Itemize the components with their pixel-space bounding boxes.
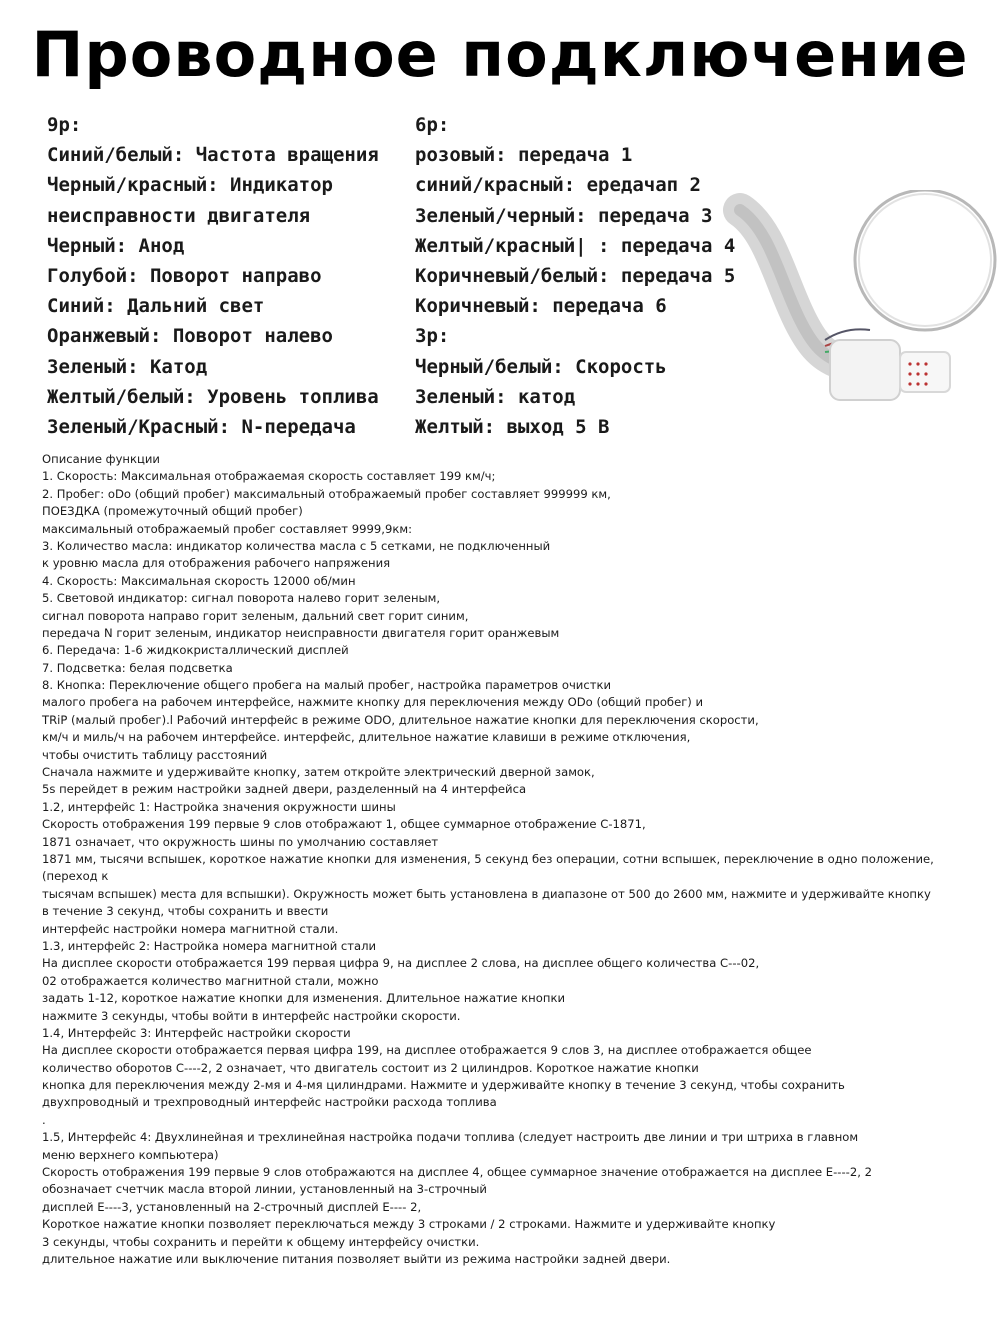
wiring-line: Синий: Дальний свет [47,295,265,318]
description-line: На дисплее скорости отображается 199 первая цифра 9, на дисплее 2 слова, на дисплее общего количества С---02, [42,956,760,971]
wiring-line: Желтый/белый: Уровень топлива [47,385,379,408]
description-line: Скорость отображения 199 первые 9 слов отображают 1, общее суммарное отображение С-1871, [42,817,646,832]
page-title: Проводное подключение [31,18,969,91]
description-line: нажмите 3 секунды, чтобы войти в интерфейс настройки скорости. [42,1008,461,1023]
wiring-line: розовый: передача 1 [415,144,633,167]
description-line: 3. Количество масла: индикатор количества масла с 5 сетками, не подключенный [42,538,551,553]
description-line: в течение 3 секунд, чтобы сохранить и ввести [42,904,329,919]
wiring-line: 3p: [415,325,450,348]
description-line: TRiP (малый пробег).l Рабочий интерфейс в режиме ODO, длительное нажатие кнопки для переключения скорости, [42,712,759,727]
description-line: км/ч и миль/ч на рабочем интерфейсе. интерфейс, длительное нажатие клавиши в режиме отключения, [42,730,691,745]
function-description [42,451,972,1268]
description-line: 2. Пробег: oDo (общий пробег) максимальный отображаемый пробег составляет 999999 км, [42,486,611,501]
wiring-9p-list [47,110,407,442]
wiring-line: синий/красный: ередачап 2 [415,174,701,197]
wiring-line: неисправности двигателя [47,204,311,227]
description-line: Скорость отображения 199 первые 9 слов отображаются на дисплее 4, общее суммарное значение отображается на дисплее E----2, 2 [42,1165,872,1180]
wiring-line: 6p: [415,114,450,136]
wiring-line: Зеленый: катод [415,385,576,408]
description-line: 1.2, интерфейс 1: Настройка значения окружности шины [42,799,396,814]
wiring-line: Желтый: выход 5 В [415,415,610,438]
description-line: . [42,1112,46,1127]
wiring-line: 9p: [47,114,82,136]
wiring-line: Голубой: Поворот направо [47,264,322,287]
description-line: 7. Подсветка: белая подсветка [42,660,233,675]
description-line: 5s перейдет в режим настройки задней двери, разделенный на 4 интерфейса [42,782,527,797]
description-line: интерфейс настройки номера магнитной стали. [42,921,339,936]
wiring-line: Черный: Анод [47,234,185,257]
wiring-line: Зеленый: Катод [47,355,208,378]
description-line: 1. Скорость: Максимальная отображаемая скорость составляет 199 км/ч; [42,469,496,484]
description-line: максимальный отображаемый пробег составляет 9999,9км: [42,521,412,536]
description-line: 1871 мм, тысячи вспышек, короткое нажатие кнопки для изменения, 5 секунд без операции, сотни вспышек, переключение в одно положение, [42,851,934,866]
description-line: 6. Передача: 1-6 жидкокристаллический дисплей [42,643,349,658]
wiring-line: Черный/белый: Скорость [415,355,667,378]
description-line: 1871 означает, что окружность шины по умолчанию составляет [42,834,439,849]
description-line: меню верхнего компьютера) [42,1147,219,1162]
description-line: сигнал поворота направо горит зеленым, дальний свет горит синим, [42,608,469,623]
description-line: 4. Скорость: Максимальная скорость 12000 об/мин [42,573,356,588]
wiring-line: Оранжевый: Поворот налево [47,325,333,348]
wiring-line: Синий/белый: Частота вращения [47,144,379,167]
description-line: длительное нажатие или выключение питания позволяет выйти из режима настройки задней двери. [42,1251,671,1266]
description-line: чтобы очистить таблицу расстояний [42,747,268,762]
description-line: 8. Кнопка: Переключение общего пробега на малый пробег, настройка параметров очистки [42,678,611,693]
wiring-line: Коричневый: передача 6 [415,295,667,318]
description-line: 02 отображается количество магнитной стали, можно [42,973,379,988]
description-line: ПОЕЗДКА (промежуточный общий пробег) [42,504,303,519]
wiring-line: Коричневый/белый: передача 5 [415,264,736,287]
description-line: 5. Световой индикатор: сигнал поворота налево горит зеленым, [42,591,441,606]
description-line: 3 секунды, чтобы сохранить и перейти к общему интерфейсу очистки. [42,1234,480,1249]
description-line: На дисплее скорости отображается первая цифра 199, на дисплее отображается 9 слов 3, на дисплее отображается общее [42,1043,812,1058]
description-line: обозначает счетчик масла второй линии, установленный на 3-строчный [42,1182,487,1197]
description-line: дисплей Е----3, установленный на 2-строчный дисплей Е---- 2, [42,1199,422,1214]
wiring-line: Черный/красный: Индикатор [47,174,333,197]
description-line: Описание функции [42,452,160,466]
description-line: к уровню масла для отображения рабочего напряжения [42,556,391,571]
description-line: двухпроводный и трехпроводный интерфейс настройки расхода топлива [42,1095,497,1110]
description-line: Сначала нажмите и удерживайте кнопку, затем откройте электрический дверной замок, [42,765,595,780]
description-line: Короткое нажатие кнопки позволяет переключаться между 3 строками / 2 строками. Нажмите и удерживайте кнопку [42,1217,776,1232]
description-line: 1.5, Интерфейс 4: Двухлинейная и трехлинейная настройка подачи топлива (следует настроить две линии и три штриха в главном [42,1130,859,1145]
description-line: 1.4, Интерфейс 3: Интерфейс настройки скорости [42,1025,351,1040]
wiring-line: Желтый/красный| : передача 4 [415,234,736,257]
description-line: передача N горит зеленым, индикатор неисправности двигателя горит оранжевым [42,625,560,640]
description-line: кнопка для переключения между 2-мя и 4-мя цилиндрами. Нажмите и удерживайте кнопку в течение 3 секунд, чтобы сохранить [42,1078,845,1093]
sensor-cable-icon [720,190,1000,420]
description-line: задать 1-12, короткое нажатие кнопки для изменения. Длительное нажатие кнопки [42,991,565,1006]
description-line: 1.3, интерфейс 2: Настройка номера магнитной стали [42,938,377,953]
description-line: количество оборотов С----2, 2 означает, что двигатель состоит из 2 цилиндров. Короткое нажатие кнопки [42,1060,699,1075]
wiring-line: Зеленый/Красный: N-передача [47,415,356,438]
wiring-line: Зеленый/черный: передача 3 [415,204,713,227]
description-line: (переход к [42,869,109,884]
description-line: малого пробега на рабочем интерфейсе, нажмите кнопку для переключения между ODo (общий пробег) и [42,695,704,710]
description-line: тысячам вспышек) места для вспышки). Окружность может быть установлена в диапазоне от 500 до 2600 мм, нажмите и удерживайте кнопку [42,886,931,901]
